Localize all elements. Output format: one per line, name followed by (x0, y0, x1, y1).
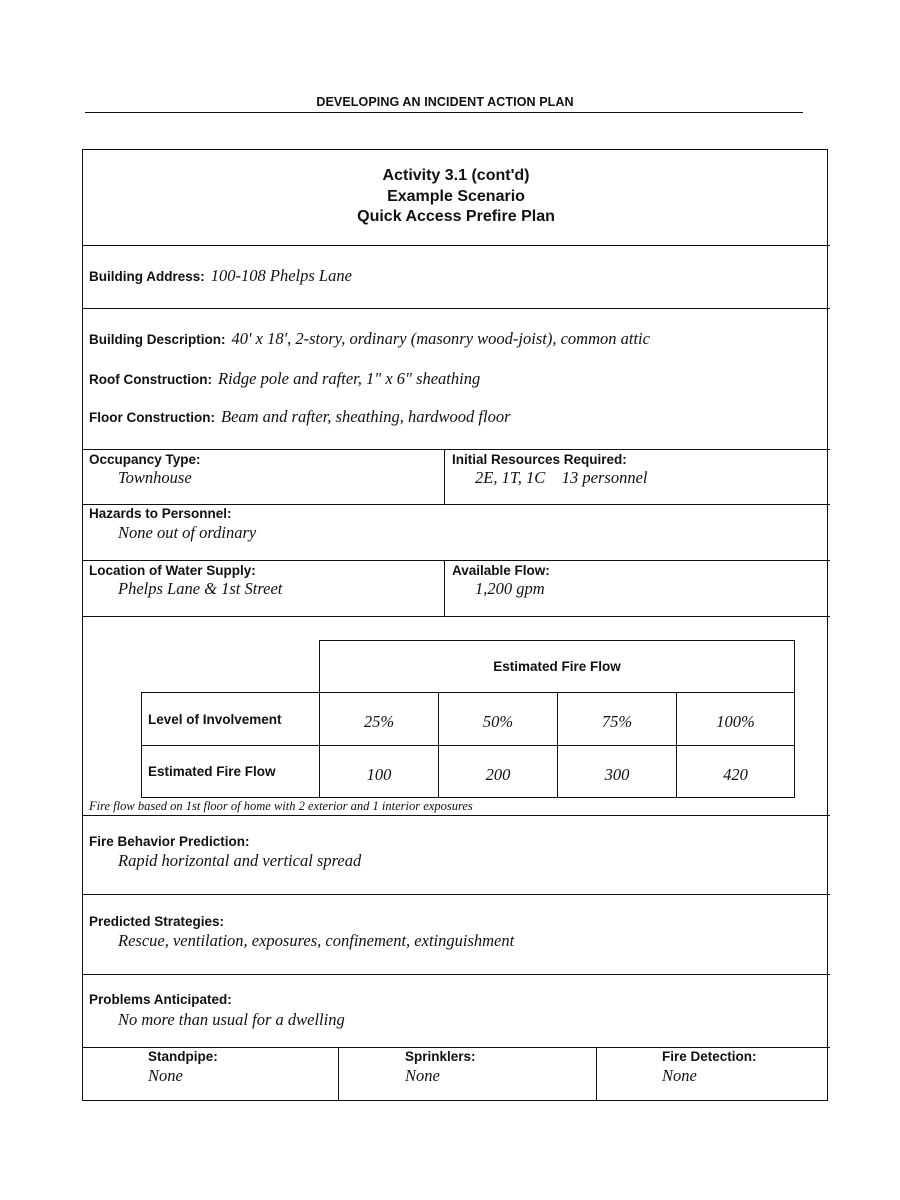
fire-detection-label: Fire Detection: (662, 1049, 757, 1064)
divider (82, 449, 830, 450)
floor-construction-label: Floor Construction: (89, 410, 215, 425)
roof-construction-label: Roof Construction: (89, 372, 212, 387)
column-divider (596, 1047, 597, 1101)
predicted-strategies-label: Predicted Strategies: (89, 914, 225, 929)
divider (82, 616, 830, 617)
building-description-label: Building Description: (89, 332, 226, 347)
hazards-label: Hazards to Personnel: (89, 506, 232, 521)
predicted-strategies-value: Rescue, ventilation, exposures, confinement, extinguishment (118, 931, 515, 950)
row-label-estimated-fire-flow: Estimated Fire Flow (141, 745, 320, 798)
running-header-title: DEVELOPING AN INCIDENT ACTION PLAN (316, 95, 574, 109)
table-cell: 300 (557, 745, 677, 798)
building-address-label: Building Address: (89, 269, 205, 284)
divider (82, 308, 830, 309)
table-cell: 25% (319, 692, 439, 746)
table-cell: 75% (557, 692, 677, 746)
column-divider (338, 1047, 339, 1101)
fire-flow-footnote: Fire flow based on 1st floor of home with 2 exterior and 1 interior exposures (89, 799, 473, 813)
divider (82, 504, 830, 505)
plan-title: Quick Access Prefire Plan (357, 208, 555, 225)
scenario-title: Example Scenario (387, 187, 525, 205)
table-cell: 200 (438, 745, 558, 798)
occupancy-type-label: Occupancy Type: (89, 452, 201, 467)
standpipe-label: Standpipe: (148, 1049, 218, 1064)
floor-construction-field (89, 407, 511, 427)
building-description-field (89, 329, 650, 349)
building-description-value: 40' x 18', 2-story, ordinary (masonry wood-joist), common attic (231, 329, 650, 348)
roof-construction-field (89, 369, 480, 389)
floor-construction-value: Beam and rafter, sheathing, hardwood floor (220, 407, 511, 426)
hazards-value: None out of ordinary (118, 523, 257, 542)
form-title-block (82, 166, 830, 228)
standpipe-value: None (148, 1066, 183, 1085)
divider (82, 974, 830, 975)
available-flow-value: 1,200 gpm (475, 579, 545, 598)
occupancy-type-value: Townhouse (118, 468, 192, 487)
fire-behavior-value: Rapid horizontal and vertical spread (118, 851, 362, 870)
fire-detection-value: None (662, 1066, 697, 1085)
building-address-field (89, 266, 352, 286)
table-cell: 50% (438, 692, 558, 746)
table-cell: 100% (676, 692, 795, 746)
divider (82, 245, 830, 246)
water-supply-value: Phelps Lane & 1st Street (118, 579, 283, 598)
problems-anticipated-label: Problems Anticipated: (89, 992, 232, 1007)
divider (82, 894, 830, 895)
sprinklers-value: None (405, 1066, 440, 1085)
roof-construction-value: Ridge pole and rafter, 1" x 6" sheathing (217, 369, 481, 388)
table-cell: 100 (319, 745, 439, 798)
header-rule (85, 112, 803, 113)
building-address-value: 100-108 Phelps Lane (210, 266, 352, 285)
fire-behavior-label: Fire Behavior Prediction: (89, 834, 250, 849)
table-cell: 420 (676, 745, 795, 798)
divider (82, 560, 830, 561)
problems-anticipated-value: No more than usual for a dwelling (118, 1010, 345, 1029)
column-divider (444, 449, 445, 504)
fire-flow-table-header: Estimated Fire Flow (319, 640, 795, 693)
column-divider (444, 560, 445, 616)
initial-resources-value: 2E, 1T, 1C 13 personnel (475, 468, 648, 487)
water-supply-label: Location of Water Supply: (89, 563, 256, 578)
available-flow-label: Available Flow: (452, 563, 550, 578)
divider (82, 1047, 830, 1048)
divider (82, 815, 830, 816)
prefire-plan-form (82, 149, 828, 1101)
initial-resources-label: Initial Resources Required: (452, 452, 627, 467)
row-label-level-of-involvement: Level of Involvement (141, 692, 320, 746)
activity-title: Activity 3.1 (cont'd) (382, 167, 530, 184)
sprinklers-label: Sprinklers: (405, 1049, 476, 1064)
